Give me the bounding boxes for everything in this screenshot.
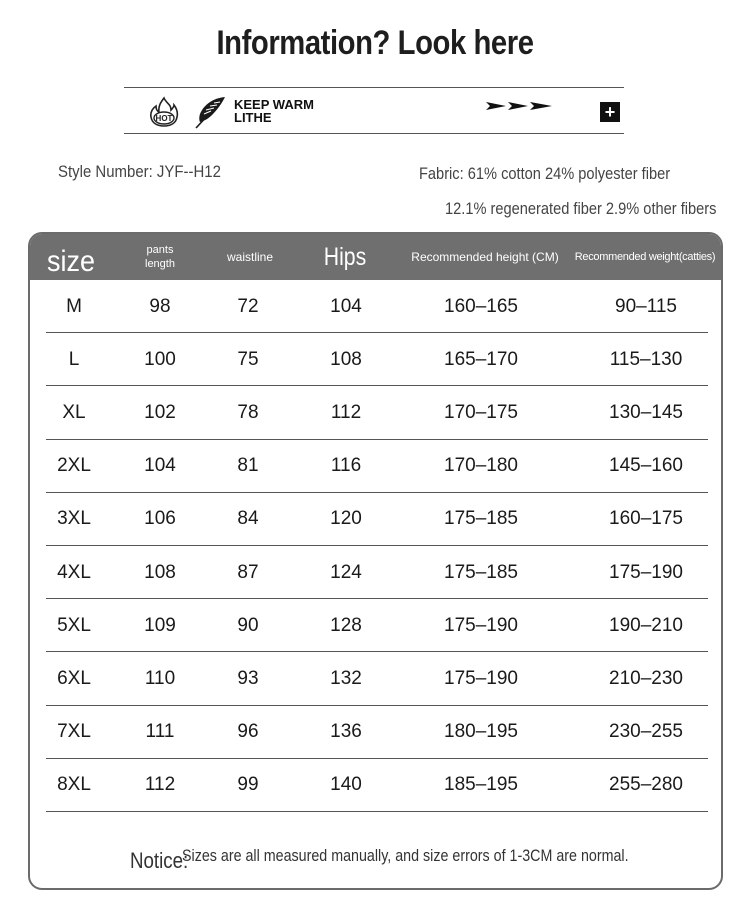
cell-hips: 108 xyxy=(330,348,362,370)
cell-size: 7XL xyxy=(57,721,91,743)
cell-hips: 136 xyxy=(330,721,362,743)
table-row xyxy=(46,546,708,599)
header-pants-line2: length xyxy=(145,258,175,270)
cell-waistline: 93 xyxy=(237,667,259,689)
cell-size: XL xyxy=(62,401,86,423)
cell-hips: 104 xyxy=(330,295,362,317)
cell-pants-length: 104 xyxy=(144,455,176,477)
table-row xyxy=(46,280,708,333)
triple-arrow-icon xyxy=(486,100,556,112)
table-row xyxy=(46,759,708,812)
hot-flame-icon xyxy=(149,96,179,128)
cell-pants-length: 109 xyxy=(144,614,176,636)
cell-recommended-weight: 90–115 xyxy=(615,295,677,317)
table-row xyxy=(46,493,708,546)
cell-recommended-height: 175–190 xyxy=(444,614,518,636)
cell-waistline: 90 xyxy=(237,614,259,636)
cell-hips: 128 xyxy=(330,614,362,636)
header-waistline: waistline xyxy=(226,250,274,264)
cell-waistline: 96 xyxy=(237,721,259,743)
cell-recommended-height: 175–185 xyxy=(444,561,518,583)
cell-hips: 132 xyxy=(330,667,362,689)
table-row xyxy=(46,652,708,705)
plus-icon: + xyxy=(600,102,620,122)
cell-recommended-height: 170–180 xyxy=(444,455,518,477)
cell-waistline: 75 xyxy=(237,348,259,370)
cell-waistline: 84 xyxy=(237,508,259,530)
banner-text xyxy=(234,98,314,124)
banner-line-lithe: LITHE xyxy=(234,110,272,125)
notice xyxy=(130,844,690,874)
table-row xyxy=(46,333,708,386)
cell-recommended-weight: 230–255 xyxy=(609,721,683,743)
cell-pants-length: 100 xyxy=(144,348,176,370)
cell-waistline: 99 xyxy=(237,774,259,796)
cell-recommended-weight: 115–130 xyxy=(609,348,683,370)
cell-size: 6XL xyxy=(57,667,91,689)
cell-recommended-weight: 210–230 xyxy=(609,667,683,689)
header-size: size xyxy=(46,245,96,278)
notice-label: Notice: xyxy=(130,848,189,873)
header-hips: Hips xyxy=(323,242,367,271)
cell-waistline: 72 xyxy=(237,295,259,317)
cell-pants-length: 108 xyxy=(144,561,176,583)
cell-size: 8XL xyxy=(57,774,91,796)
cell-size: 3XL xyxy=(57,508,91,530)
hot-icon-label: HOT xyxy=(155,114,173,123)
cell-recommended-height: 160–165 xyxy=(444,295,518,317)
cell-recommended-weight: 175–190 xyxy=(609,561,683,583)
cell-recommended-weight: 145–160 xyxy=(609,455,683,477)
cell-pants-length: 111 xyxy=(145,721,175,743)
cell-size: 2XL xyxy=(57,455,91,477)
cell-recommended-height: 185–195 xyxy=(444,774,518,796)
cell-recommended-weight: 190–210 xyxy=(609,614,683,636)
cell-hips: 112 xyxy=(330,401,362,423)
header-recommended-weight: Recommended weight(catties) xyxy=(574,251,716,263)
cell-size: 4XL xyxy=(57,561,91,583)
cell-recommended-height: 170–175 xyxy=(444,401,518,423)
table-row xyxy=(46,706,708,759)
banner-line-keep-warm: KEEP WARM xyxy=(234,97,314,112)
cell-hips: 140 xyxy=(330,774,362,796)
cell-pants-length: 102 xyxy=(144,401,176,423)
cell-hips: 116 xyxy=(330,455,362,477)
cell-hips: 124 xyxy=(330,561,362,583)
cell-pants-length: 112 xyxy=(144,774,176,796)
cell-recommended-height: 165–170 xyxy=(444,348,518,370)
style-number: Style Number: JYF--H12 xyxy=(58,162,221,181)
cell-waistline: 87 xyxy=(237,561,259,583)
table-row xyxy=(46,386,708,439)
page-title: Information? Look here xyxy=(216,24,534,62)
cell-size: M xyxy=(66,295,82,317)
cell-recommended-weight: 255–280 xyxy=(609,774,683,796)
cell-size: L xyxy=(68,348,80,370)
cell-size: 5XL xyxy=(57,614,91,636)
table-row xyxy=(46,599,708,652)
cell-pants-length: 110 xyxy=(144,667,176,689)
header-recommended-height: Recommended height (CM) xyxy=(411,250,559,264)
cell-recommended-weight: 130–145 xyxy=(609,401,683,423)
cell-recommended-height: 175–190 xyxy=(444,667,518,689)
cell-recommended-height: 175–185 xyxy=(444,508,518,530)
size-table xyxy=(28,232,723,890)
table-header xyxy=(30,234,721,280)
header-pants-line1: pants xyxy=(146,244,174,256)
cell-waistline: 81 xyxy=(237,455,259,477)
notice-text: Sizes are all measured manually, and size errors of 1-3CM are normal. xyxy=(182,846,629,865)
cell-waistline: 78 xyxy=(237,401,259,423)
cell-recommended-height: 180–195 xyxy=(444,721,518,743)
feather-icon xyxy=(192,94,228,130)
cell-recommended-weight: 160–175 xyxy=(609,508,683,530)
cell-hips: 120 xyxy=(330,508,362,530)
fabric-line-2: 12.1% regenerated fiber 2.9% other fibers xyxy=(445,199,717,218)
header-pants-length xyxy=(130,234,190,280)
fabric-line-1: Fabric: 61% cotton 24% polyester fiber xyxy=(419,164,671,183)
cell-pants-length: 106 xyxy=(144,508,176,530)
feature-banner xyxy=(124,87,624,134)
cell-pants-length: 98 xyxy=(149,295,171,317)
table-row xyxy=(46,440,708,493)
